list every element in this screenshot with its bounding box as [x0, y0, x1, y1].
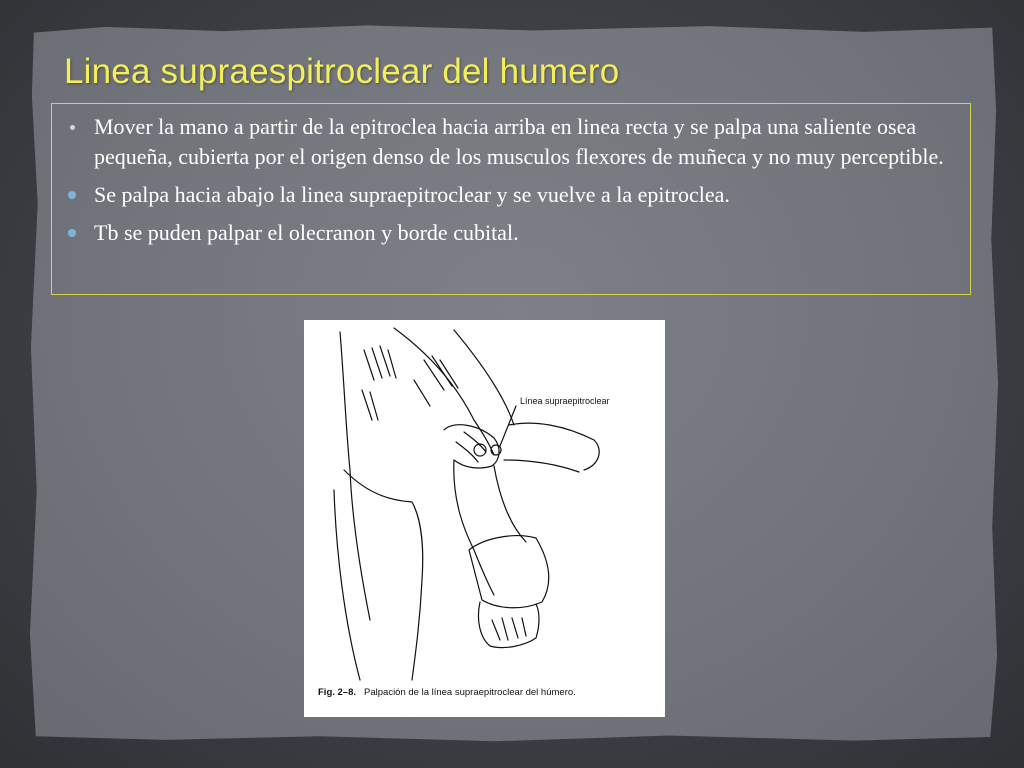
bullet-item — [62, 218, 954, 248]
figure-caption — [318, 687, 658, 698]
figure-number: Fig. 2–8. — [318, 687, 357, 698]
palpation-illustration — [304, 320, 665, 717]
bullet-icon — [68, 229, 76, 237]
bullet-icon — [68, 191, 76, 199]
bullet-icon — [70, 125, 75, 130]
callout-label: Línea supraepitroclear — [520, 396, 610, 406]
bullet-item — [62, 180, 954, 210]
bullet-text: Mover la mano a partir de la epitroclea hacia arriba en linea recta y se palpa una saliente osea pequeña, cubierta por el origen denso de los musculos flexores de muñeca y no muy perceptible. — [94, 114, 944, 169]
anatomy-figure — [304, 320, 665, 717]
bullet-text: Se palpa hacia abajo la linea supraepitroclear y se vuelve a la epitroclea. — [94, 182, 730, 207]
content-textbox — [51, 103, 971, 295]
slide-title: Linea supraespitroclear del humero — [64, 52, 620, 91]
bullet-text: Tb se puden palpar el olecranon y borde cubital. — [94, 220, 519, 245]
figure-caption-text: Palpación de la línea supraepitroclear del húmero. — [364, 687, 576, 698]
bullet-item — [62, 112, 954, 172]
bullet-list — [62, 112, 954, 248]
